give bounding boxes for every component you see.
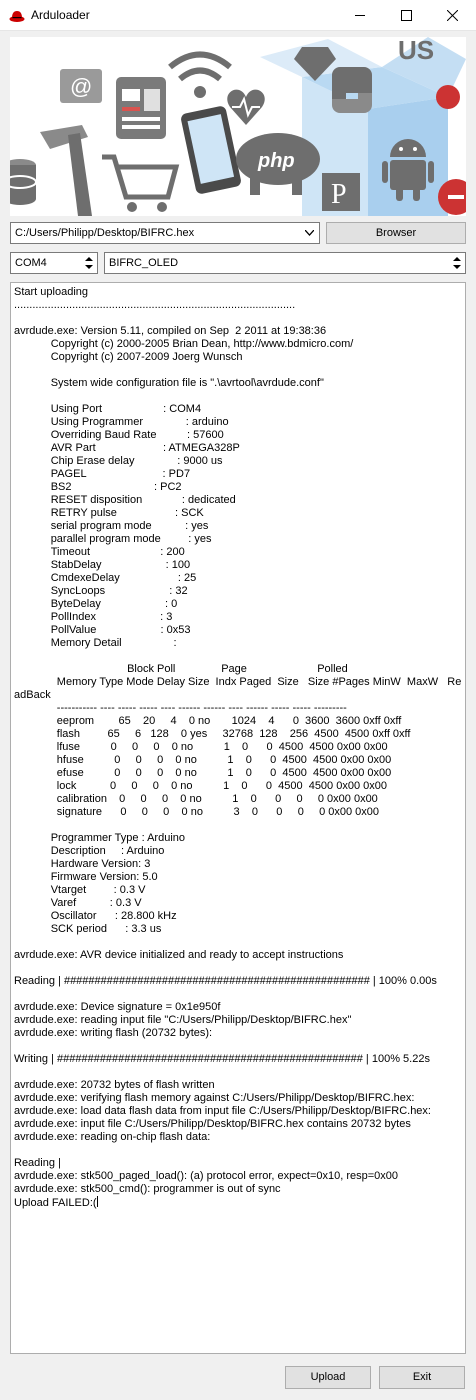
exit-button[interactable]: Exit <box>379 1366 465 1389</box>
port-value: COM4 <box>15 257 47 269</box>
file-path-combobox[interactable] <box>10 222 320 244</box>
minimize-button[interactable] <box>338 0 384 31</box>
port-select[interactable] <box>10 252 98 274</box>
python-icon <box>332 67 372 113</box>
svg-text:@: @ <box>70 74 93 99</box>
id-card-icon <box>116 77 166 139</box>
close-icon <box>447 10 458 21</box>
window-title: Arduloader <box>31 8 90 22</box>
svg-text:P: P <box>331 179 347 210</box>
upload-button[interactable]: Upload <box>285 1366 371 1389</box>
chevron-down-icon <box>305 230 314 236</box>
email-icon <box>60 69 102 103</box>
banner-image <box>10 37 466 216</box>
spin-arrows-icon <box>85 256 93 270</box>
log-output[interactable] <box>10 282 466 1354</box>
minimize-icon <box>355 10 366 21</box>
parking-p-icon <box>322 173 360 211</box>
title-bar <box>0 0 476 31</box>
board-select[interactable] <box>104 252 466 274</box>
text-caret <box>97 1196 98 1207</box>
red-hat-icon <box>9 8 25 24</box>
browse-button[interactable]: Browser <box>326 222 466 244</box>
database-icon <box>10 159 36 205</box>
close-button[interactable] <box>430 0 476 31</box>
spin-arrows-icon <box>453 256 461 270</box>
svg-text:US: US <box>398 37 435 65</box>
board-value: BIFRC_OLED <box>109 257 179 269</box>
svg-text:php: php <box>258 150 295 172</box>
log-text: Start uploading ............................................................................................ avrdude.exe: Version 5.11, compiled on Sep 2 2011 at 19:38:36 Copyright (c) 2000-2005 Brian Dean, http://www.bdmicro.com/ Copyright (c) 2007-2009 Joerg Wunsch System wide configuration file is ".\avrtool\avrdude.conf" Using Port : COM4 Using Programmer : arduino Overriding Baud Rate : 57600 AVR Part : ATMEGA328P Chip Erase delay : 9000 us PAGEL : PD7 BS2 : PC2 RESET disposition : dedicated RETRY pulse : SCK serial program mode : yes parallel program mode : yes Timeout : 200 StabDelay : 100 CmdexeDelay : 25 SyncLoops : 32 ByteDelay : 0 PollIndex : 3 PollValue : 0x53 Memory Detail : Block Poll Page Polled Memory Type Mode Delay Size Indx Paged Size Size #Pages MinW MaxW ReadBack ----------- ---- ----- ----- ---- ------ ------ ---- ------ ----- ----- --------- eeprom 65 20 4 0 no 1024 4 0 3600 3600 0xff 0xff flash 65 6 128 0 yes 32768 128 256 4500 4500 0xff 0xff lfuse 0 0 0 0 no 1 0 0 4500 4500 0x00 0x00 hfuse 0 0 0 0 no 1 0 0 4500 4500 0x00 0x00 efuse 0 0 0 0 no 1 0 0 4500 4500 0x00 0x00 lock 0 0 0 0 no 1 0 0 4500 4500 0x00 0x00 calibration 0 0 0 0 no 1 0 0 0 0 0x00 0x00 signature 0 0 0 0 no 3 0 0 0 0 0x00 0x00 Programmer Type : Arduino Description : Arduino Hardware Version: 3 Firmware Version: 5.0 Vtarget : 0.3 V Varef : 0.3 V Oscillator : 28.800 kHz SCK period : 3.3 us avrdude.exe: AVR device initialized and ready to accept instructions Reading | ################################################## | 100% 0.00s avrdude.exe: Device signature = 0x1e950f avrdude.exe: reading input file "C:/Users/Philipp/Desktop/BIFRC.hex" avrdude.exe: writing flash (20732 bytes): Writing | ################################################## | 100% 5.22s avrdude.exe: 20732 bytes of flash written avrdude.exe: verifying flash memory against C:/Users/Philipp/Desktop/BIFRC.hex: avrdude.exe: load data flash data from input file C:/Users/Philipp/Desktop/BIFRC.hex: avrdude.exe: input file C:/Users/Philipp/Desktop/BIFRC.hex contains 20732 bytes avrdude.exe: reading on-chip flash data: Reading | avrdude.exe: stk500_paged_load(): (a) protocol error, expect=0x10, resp=0x00 avrdude.exe: stk500_cmd(): programmer is out of sync Upload FAILED:( <box>14 286 462 1209</box>
maximize-button[interactable] <box>384 0 430 31</box>
maximize-icon <box>401 10 412 21</box>
file-path-value: C:/Users/Philipp/Desktop/BIFRC.hex <box>15 227 195 239</box>
